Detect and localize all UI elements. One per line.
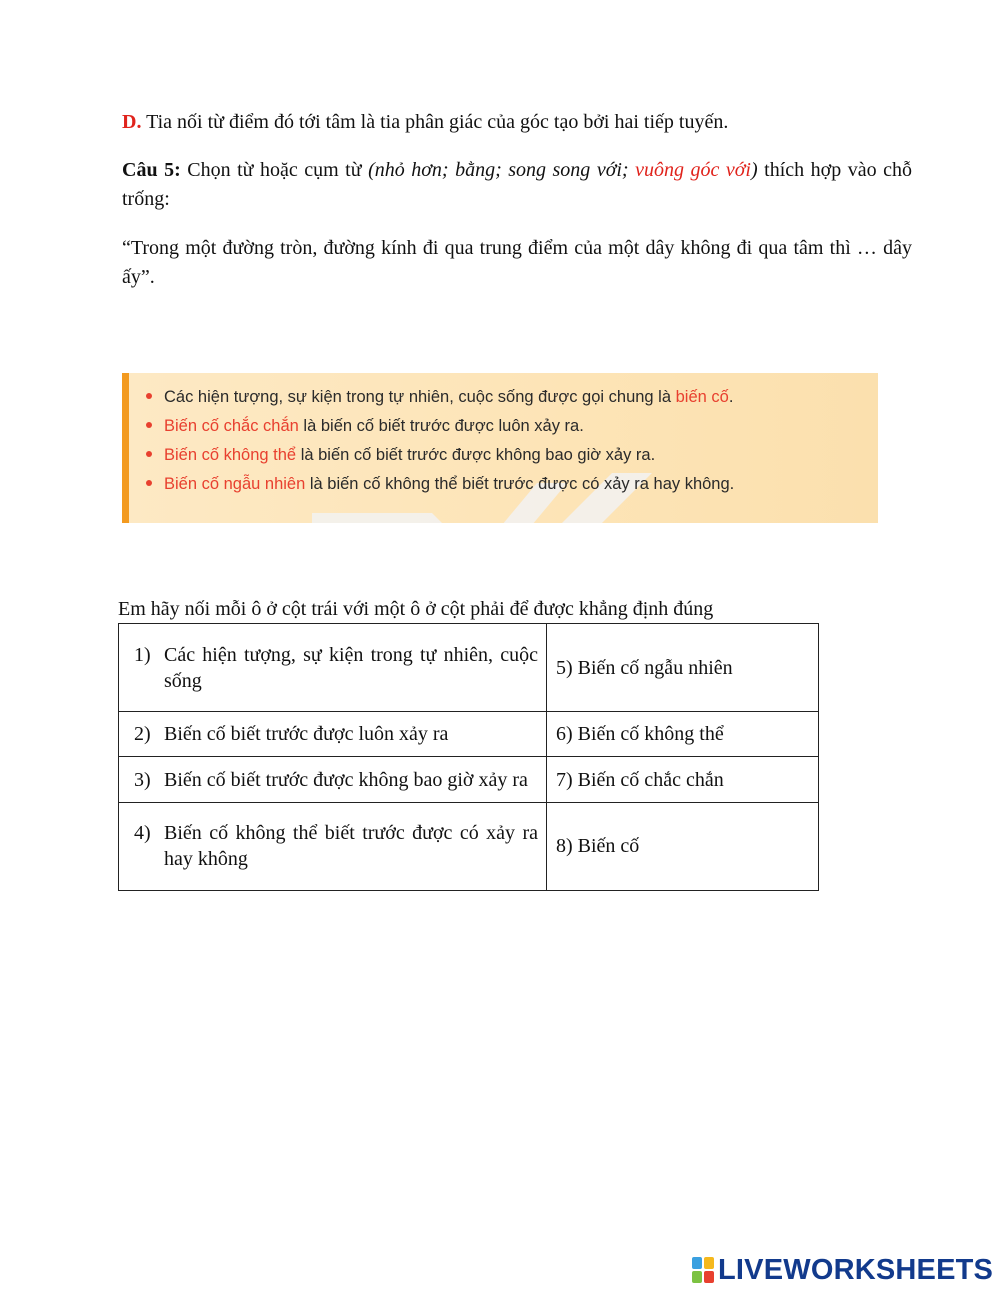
- matching-right-cell[interactable]: 8) Biến cố: [547, 802, 819, 890]
- matching-instruction: Em hãy nối mỗi ô ở cột trái với một ô ở cột phải để được khẳng định đúng: [118, 598, 714, 620]
- logo-wordmark: LIVEWORKSHEETS: [718, 1253, 994, 1286]
- matching-table: [118, 623, 819, 891]
- bullet-icon: [146, 422, 152, 428]
- question-5-correct-option: vuông góc với: [635, 159, 751, 181]
- definition-item-post: là biến cố không thể biết trước được có xảy ra hay không.: [305, 475, 735, 493]
- bullet-icon: [146, 451, 152, 457]
- matching-left-cell[interactable]: [119, 757, 547, 802]
- matching-left-number: 4): [134, 822, 151, 845]
- matching-row: [119, 712, 819, 757]
- question-5-label: Câu 5:: [122, 159, 181, 181]
- definition-item: [146, 412, 734, 441]
- matching-left-number: 1): [134, 643, 151, 666]
- logo-tile: [704, 1257, 714, 1269]
- question-5-options-open: (nhỏ hơn; bằng; song song với;: [368, 159, 636, 181]
- bullet-icon: [146, 393, 152, 399]
- matching-right-cell[interactable]: 7) Biến cố chắc chắn: [547, 757, 819, 802]
- definition-item-hl: Biến cố không thể: [164, 446, 297, 464]
- definition-item-post: là biến cố biết trước được không bao giờ xảy ra.: [296, 446, 656, 464]
- definition-item-post: .: [728, 388, 734, 406]
- question-5-tail: thích hợp vào chỗ trống:: [122, 159, 912, 210]
- matching-left-number: 2): [134, 723, 151, 746]
- matching-left-text: Các hiện tượng, sự kiện trong tự nhiên, cuộc sống: [164, 643, 538, 692]
- question-5-lead: Chọn từ hoặc cụm từ: [180, 159, 369, 181]
- option-d-text: Tia nối từ điểm đó tới tâm là tia phân giác của góc tạo bởi hai tiếp tuyến.: [141, 111, 729, 133]
- matching-left-cell[interactable]: [119, 802, 547, 890]
- definition-list: [146, 383, 734, 499]
- matching-row: [119, 802, 819, 890]
- matching-left-text: Biến cố biết trước được luôn xảy ra: [164, 723, 449, 746]
- definition-item-hl: Biến cố ngẫu nhiên: [164, 475, 306, 493]
- logo-tile: [692, 1271, 702, 1283]
- logo-mark-icon: [692, 1257, 714, 1283]
- definition-item: [146, 383, 734, 412]
- matching-left-text: Biến cố biết trước được không bao giờ xảy ra: [164, 768, 528, 791]
- option-d-letter: D.: [122, 111, 142, 133]
- definition-box-accent-bar: [122, 373, 129, 523]
- matching-left-text: Biến cố không thể biết trước được có xảy ra hay không: [164, 822, 538, 871]
- bullet-icon: [146, 480, 152, 486]
- question-5: [122, 156, 912, 214]
- matching-left-number: 3): [134, 768, 151, 791]
- definition-item-pre: Các hiện tượng, sự kiện trong tự nhiên, cuộc sống được gọi chung là: [164, 388, 676, 406]
- matching-row: [119, 624, 819, 712]
- liveworksheets-logo: [692, 1253, 993, 1287]
- definition-item-post: là biến cố biết trước được luôn xảy ra.: [298, 417, 584, 435]
- definition-item-hl: biến cố: [675, 388, 729, 406]
- matching-right-cell[interactable]: 5) Biến cố ngẫu nhiên: [547, 624, 819, 712]
- question-5-options-close: ): [750, 159, 758, 181]
- matching-row: [119, 757, 819, 802]
- matching-left-cell[interactable]: [119, 624, 547, 712]
- definition-item-hl: Biến cố chắc chắn: [164, 417, 299, 435]
- matching-right-cell[interactable]: 6) Biến cố không thể: [547, 712, 819, 757]
- definition-item: [146, 470, 734, 499]
- option-d: [122, 108, 912, 137]
- definition-item: [146, 441, 734, 470]
- question-5-quote: “Trong một đường tròn, đường kính đi qua trung điểm của một dây không đi qua tâm thì … dây ấy”.: [122, 237, 912, 288]
- logo-tile: [704, 1271, 714, 1283]
- logo-tile: [692, 1257, 702, 1269]
- definition-box: [122, 373, 878, 523]
- matching-left-cell[interactable]: [119, 712, 547, 757]
